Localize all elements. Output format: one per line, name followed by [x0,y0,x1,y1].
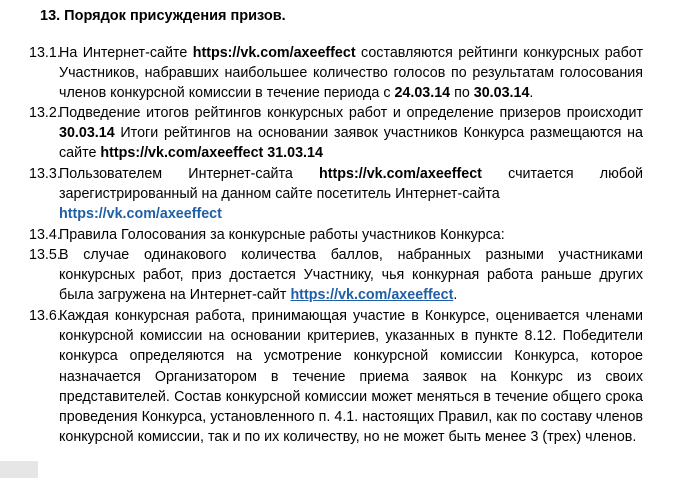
text-run: На Интернет-сайте [59,45,193,61]
text-run: . [529,85,534,102]
clause-number: 13.4. [29,227,61,243]
results-date: 30.03.14 [59,125,115,142]
clause-13-1 [29,43,643,104]
clause-13-6 [29,306,643,447]
text-run: составляются рейтинги конкурсных работ Участников, набравших наибольшее количество голосов по результатам голосования членов конкурсной комиссии в течение периода с [59,45,643,102]
text-run: Подведение итогов рейтингов конкурсных работ и определение призеров происходит [59,105,643,121]
text-run: . [453,287,458,304]
clause-text [59,43,643,104]
text-run: Итоги рейтингов на основании заявок участников Конкурса размещаются на сайте [59,125,643,162]
start-date: 24.03.14 [394,85,451,102]
site-link[interactable]: https://vk.com/axeeffect [59,206,222,223]
site-link[interactable]: https://vk.com/axeeffect [192,45,356,61]
section-heading: 13. Порядок присуждения призов. [40,8,286,24]
clause-number: 13.2. [29,105,61,121]
clause-number: 13.6. [29,308,61,324]
clause-13-3 [29,164,643,225]
clause-text: Каждая конкурсная работа, принимающая участие в Конкурсе, оценивается членами конкурсной комиссии на основании критериев, указанных в пункте 8.12. Победители конкурса определяются на усмотрение конкурсной комиссии Конкурса, которое назначается Организатором в течение приема заявок на Конкурс из своих представителей. Состав конкурсной комиссии может меняться в течение общего срока проведения Конкурса, установленного п. 4.1. настоящих Правил, как по составу членов конкурсной комиссии, так и по их количеству, но не может быть менее 3 (трех) членов. [59,308,643,446]
clause-13-2 [29,103,643,164]
text-run: В случае одинакового количества баллов, набранных разными участниками конкурсных работ, приз достается Участнику, чья конкурная работа раньше других была загружена на Интернет-сайт [59,247,643,304]
clause-number: 13.5. [29,247,61,263]
page-corner-shade [0,461,38,478]
clause-13-5 [29,245,643,306]
clause-text: Правила Голосования за конкурсные работы участников Конкурса: [59,227,505,243]
clause-number: 13.3. [29,166,61,182]
site-link[interactable]: https://vk.com/axeeffect 31.03.14 [100,145,323,162]
text-run: считается любой зарегистрированный на данном сайте посетитель Интернет-сайта [59,166,644,203]
clause-13-4 [29,225,643,245]
site-link[interactable]: https://vk.com/axeeffect [319,166,482,182]
end-date: 30.03.14 [473,85,530,102]
text-run: по [450,85,474,102]
site-link[interactable]: https://vk.com/axeeffect [290,287,454,304]
clause-number: 13.1. [29,45,61,61]
clause-text [59,245,643,306]
clause-text [59,164,643,225]
text-run: Пользователем Интернет-сайта [59,166,320,182]
clause-text [59,103,643,164]
